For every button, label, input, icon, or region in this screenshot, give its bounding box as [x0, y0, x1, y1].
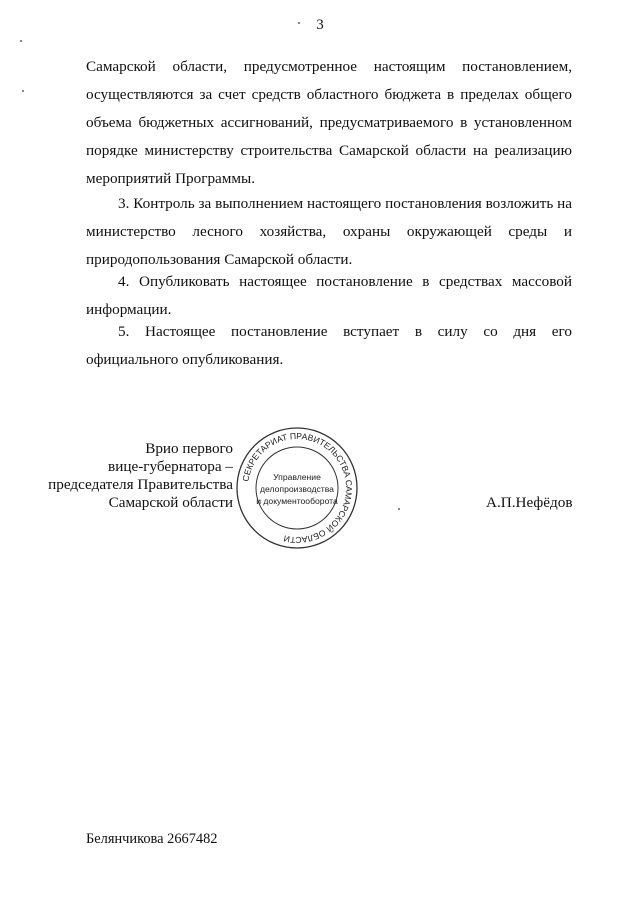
signature-block — [0, 430, 640, 560]
title-line: председателя Правительства — [48, 476, 233, 493]
stamp-seal — [233, 424, 361, 552]
executor-contact: Белянчикова 2667482 — [86, 831, 218, 847]
title-line: вице-губернатора – — [108, 458, 233, 475]
paragraph-publish: 4. Опубликовать настоящее постановление в средствах массовой информации. — [86, 273, 572, 318]
paragraph-funding: Самарской области, предусмотренное настоящим постановлением, осуществляются за счет средств областного бюджета в пределах общего объема бюджетных ассигнований, предусматриваемого в установленном порядке министерству строительства Самарской области на реализацию мероприятий Программы. — [86, 58, 572, 187]
official-stamp — [233, 424, 361, 552]
title-line: Самарской области — [108, 494, 233, 511]
stamp-ring-text: СЕКРЕТАРИАТ ПРАВИТЕЛЬСТВА САМАРСКОЙ ОБЛАСТИ — [240, 430, 355, 546]
stamp-line-2: делопроизводства — [260, 484, 334, 494]
signatory-title — [48, 440, 233, 512]
signer-name: А.П.Нефёдов — [486, 494, 573, 511]
title-line: Врио первого — [145, 440, 233, 457]
stamp-line-1: Управление — [273, 472, 321, 482]
page-number: 3 — [316, 17, 324, 33]
paragraph-control: 3. Контроль за выполнением настоящего постановления возложить на министерство лесного хозяйства, охраны окружающей среды и природопользования Самарской области. — [86, 195, 572, 268]
stamp-line-3: и документооборота — [256, 496, 338, 506]
paragraph-effective: 5. Настоящее постановление вступает в силу со дня его официального опубликования. — [86, 323, 572, 368]
